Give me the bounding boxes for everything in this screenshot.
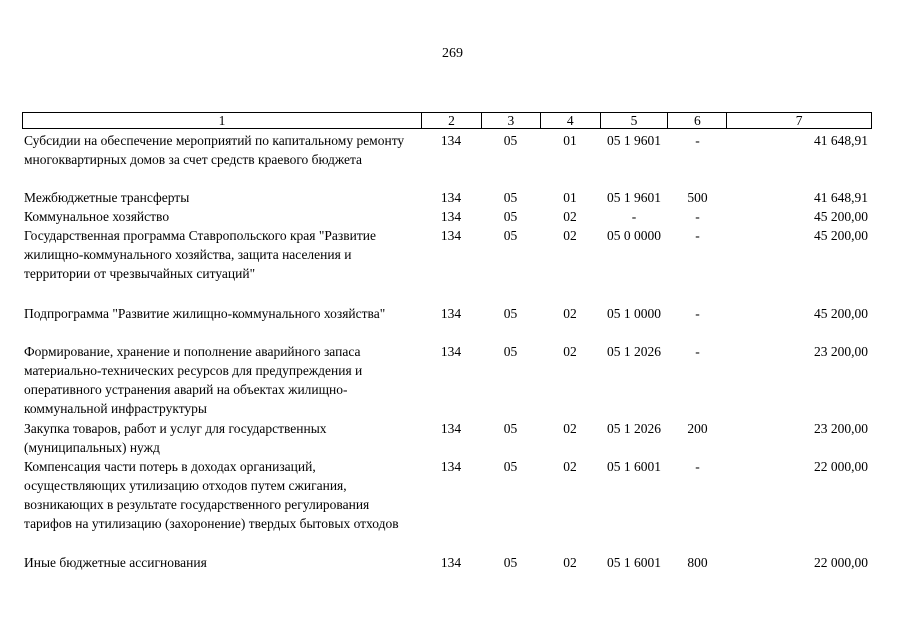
section-cell: 05 <box>503 306 518 321</box>
subsection-cell: 02 <box>563 555 577 570</box>
header-cell-6: 6 <box>667 113 726 128</box>
target-article-cell: 05 1 6001 <box>607 459 661 474</box>
admin-code-cell: 134 <box>440 209 462 224</box>
header-cell-2: 2 <box>421 113 481 128</box>
admin-code-cell: 134 <box>440 555 462 570</box>
expense-type-cell: - <box>695 459 700 474</box>
table-row <box>22 188 872 207</box>
admin-code-cell: 134 <box>440 344 462 359</box>
table-row <box>22 419 872 457</box>
expense-type-cell: - <box>695 209 700 224</box>
admin-code-cell: 134 <box>440 306 462 321</box>
admin-code-cell: 134 <box>440 421 462 436</box>
expense-type-cell: - <box>695 228 700 243</box>
expense-type-cell: - <box>695 344 700 359</box>
header-cell-1: 1 <box>218 113 226 128</box>
row-name-cell: Компенсация части потерь в доходах организаций, осуществляющих утилизацию отходов путем сжигания, возникающих в результате государственного регулирования тарифов на утилизацию (захоронение) твердых бытовых отходов <box>24 459 399 531</box>
row-name-cell: Закупка товаров, работ и услуг для государственных (муниципальных) нужд <box>24 421 327 455</box>
admin-code-cell: 134 <box>440 133 462 148</box>
amount-cell: 22 000,00 <box>814 555 868 570</box>
target-article-cell: 05 0 0000 <box>607 228 661 243</box>
expense-type-cell: 500 <box>687 190 708 205</box>
target-article-cell: 05 1 9601 <box>607 190 661 205</box>
subsection-cell: 02 <box>563 459 577 474</box>
subsection-cell: 02 <box>563 344 577 359</box>
amount-cell: 41 648,91 <box>814 133 868 148</box>
target-article-cell: 05 1 2026 <box>607 344 661 359</box>
amount-cell: 22 000,00 <box>814 459 868 474</box>
section-cell: 05 <box>503 133 518 148</box>
target-article-cell: 05 1 9601 <box>607 133 661 148</box>
expense-type-cell: - <box>695 306 700 321</box>
target-article-cell: 05 1 6001 <box>607 555 661 570</box>
expense-type-cell: 200 <box>687 421 708 436</box>
table-header <box>22 112 872 129</box>
expense-type-cell: 800 <box>687 555 708 570</box>
budget-table <box>22 112 872 570</box>
section-cell: 05 <box>503 209 518 224</box>
section-cell: 05 <box>503 190 518 205</box>
target-article-cell: 05 1 2026 <box>607 421 661 436</box>
amount-cell: 23 200,00 <box>814 344 868 359</box>
header-cell-4: 4 <box>540 113 600 128</box>
row-name-cell: Формирование, хранение и пополнение аварийного запаса материально-технических ресурсов для предупреждения и оперативного устранения аварий на объектах жилищно-коммунальной инфраструктуры <box>24 344 363 416</box>
header-cell-7: 7 <box>726 113 871 128</box>
amount-cell: 45 200,00 <box>814 306 868 321</box>
row-name-cell: Субсидии на обеспечение мероприятий по капитальному ремонту многоквартирных домов за счет средств краевого бюджета <box>24 133 405 167</box>
row-name-cell: Подпрограмма "Развитие жилищно-коммунального хозяйства" <box>24 306 386 321</box>
admin-code-cell: 134 <box>440 459 462 474</box>
subsection-cell: 02 <box>563 228 577 243</box>
amount-cell: 23 200,00 <box>814 421 868 436</box>
amount-cell: 45 200,00 <box>814 228 868 243</box>
subsection-cell: 01 <box>563 190 577 205</box>
table-row <box>22 553 872 572</box>
amount-cell: 45 200,00 <box>814 209 868 224</box>
row-name-cell: Государственная программа Ставропольского края "Развитие жилищно-коммунального хозяйства, защита населения и территории от чрезвычайных ситуаций" <box>24 228 376 281</box>
subsection-cell: 01 <box>563 133 577 148</box>
header-cell-5: 5 <box>600 113 668 128</box>
table-row <box>22 226 872 283</box>
page-number: 269 <box>442 46 463 61</box>
section-cell: 05 <box>503 555 518 570</box>
table-row <box>22 304 872 323</box>
admin-code-cell: 134 <box>440 228 462 243</box>
table-row <box>22 131 872 169</box>
subsection-cell: 02 <box>563 209 577 224</box>
section-cell: 05 <box>503 228 518 243</box>
section-cell: 05 <box>503 421 518 436</box>
subsection-cell: 02 <box>563 421 577 436</box>
row-name-cell: Коммунальное хозяйство <box>24 209 170 224</box>
admin-code-cell: 134 <box>440 190 462 205</box>
target-article-cell: - <box>631 209 637 224</box>
table-row <box>22 457 872 533</box>
table-row <box>22 207 872 226</box>
expense-type-cell: - <box>695 133 700 148</box>
amount-cell: 41 648,91 <box>814 190 868 205</box>
section-cell: 05 <box>503 459 518 474</box>
table-row <box>22 342 872 418</box>
target-article-cell: 05 1 0000 <box>607 306 661 321</box>
header-cell-3: 3 <box>481 113 540 128</box>
subsection-cell: 02 <box>563 306 577 321</box>
row-name-cell: Межбюджетные трансферты <box>24 190 190 205</box>
row-name-cell: Иные бюджетные ассигнования <box>24 555 207 570</box>
section-cell: 05 <box>503 344 518 359</box>
